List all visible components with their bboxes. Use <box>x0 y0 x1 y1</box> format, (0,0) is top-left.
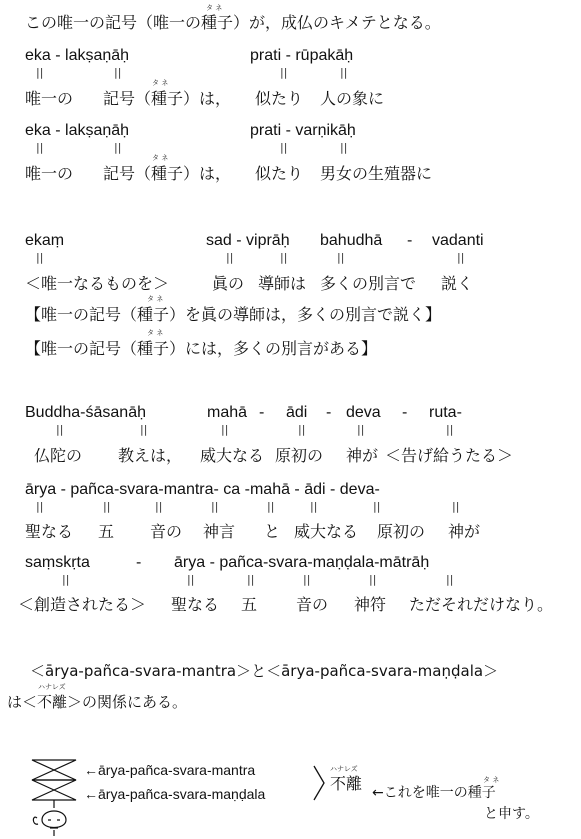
row4-jp-4: 原初の <box>275 446 324 465</box>
row2-bar-1: || <box>36 141 44 154</box>
row2-jp-d: 似たり <box>255 164 304 183</box>
brace-icon <box>312 764 326 802</box>
row2-jp-a: 唯一の <box>25 164 74 183</box>
row6-bar-2: || <box>187 573 195 586</box>
relation-term-reading: ハナレズ <box>38 683 66 691</box>
row3-bar-3: || <box>280 251 288 264</box>
relation-before: は＜ <box>7 693 38 711</box>
row1-jp-b <box>103 86 231 109</box>
row4-jp-6: ＜告げ給うたる＞ <box>385 446 514 465</box>
row4-bar-1: || <box>56 423 64 436</box>
row3-jp-3: 導師は <box>258 274 307 293</box>
row4-sk-7: - <box>402 404 408 421</box>
row1-sanskrit-a: eka - lakṣaṇāḥ <box>25 47 130 64</box>
row6-jp-1: ＜創造されたる＞ <box>18 595 147 614</box>
row2-sanskrit-a: eka - lakṣaṇāḥ <box>25 122 130 139</box>
row3-sk-4: - <box>407 232 413 249</box>
row1-bar-4: || <box>340 66 348 79</box>
row3-jp-1: ＜唯一なるものを＞ <box>25 274 170 293</box>
row4-sk-1: Buddha-śāsanāḥ <box>25 404 146 421</box>
row5-sanskrit: ārya - pañca-svara-mantra- ca -mahā - ādi - deva- <box>25 481 380 498</box>
row3-line3 <box>25 336 377 359</box>
row3-bar-5: || <box>457 251 465 264</box>
row4-bar-4: || <box>298 423 306 436</box>
row4-sk-4: ādi <box>286 404 308 421</box>
row3-jp-4: 多くの別言で <box>320 274 417 293</box>
diagram-note-before: ←これを唯一の <box>372 785 468 801</box>
row5-jp-6: 威大なる <box>294 522 359 541</box>
row5-jp-1: 聖なる <box>25 522 74 541</box>
row4-bar-2: || <box>140 423 148 436</box>
row2-jp-b-text: 記号（ <box>103 164 152 183</box>
row3-line2-before: 【唯一の記号（ <box>25 305 138 324</box>
row1-sanskrit-b: prati - rūpakāḥ <box>250 47 354 64</box>
row5-jp-2: 五 <box>98 522 115 541</box>
row5-jp-4: 神言 <box>203 522 236 541</box>
row2-bar-2: || <box>114 141 122 154</box>
diagram-inseparable: 不離 <box>330 774 363 793</box>
row3-line3-seed: 種子 <box>137 339 170 358</box>
row3-sk-1: ekaṃ <box>25 232 65 249</box>
row5-bar-5: || <box>267 500 275 513</box>
row6-bar-6: || <box>446 573 454 586</box>
row4-sk-5: - <box>326 404 332 421</box>
row4-jp-1: 仏陀の <box>34 446 83 465</box>
row5-bar-7: || <box>373 500 381 513</box>
row4-bar-3: || <box>221 423 229 436</box>
row5-bar-2: || <box>103 500 111 513</box>
diagram-inseparable-reading: ハナレズ <box>330 765 358 773</box>
row1-jp-d: 似たり <box>255 89 304 108</box>
row1-jp-seed: 種子 <box>151 89 184 108</box>
row2-jp-seed: 種子 <box>151 164 184 183</box>
row6-sk-1: saṃskṛta <box>25 554 90 571</box>
row2-bar-3: || <box>280 141 288 154</box>
row6-sk-2: - <box>136 554 142 571</box>
diagram-note-2: と申す。 <box>484 806 539 822</box>
intro-line <box>25 10 441 33</box>
row4-sk-8: ruta- <box>429 404 462 421</box>
row3-jp-2: 眞の <box>212 274 245 293</box>
intro-after: ）が，成仏のキメテとなる。 <box>233 13 441 32</box>
row3-line3-seed-reading: タ ネ <box>147 329 164 337</box>
row6-sk-3: ārya - pañca-svara-maṇḍala-mātrāḥ <box>174 554 430 571</box>
row1-jp-b-text: 記号（ <box>103 89 152 108</box>
row6-bar-5: || <box>369 573 377 586</box>
row4-bar-6: || <box>446 423 454 436</box>
row3-bar-1: || <box>36 251 44 264</box>
row4-sk-3: - <box>259 404 265 421</box>
row5-bar-4: || <box>211 500 219 513</box>
row5-jp-5: と <box>264 522 281 541</box>
diagram-seed-reading: タ ネ <box>483 776 500 784</box>
intro-seed-term: 種子 <box>201 13 234 32</box>
diagram-arrow-mantra: ←ārya-pañca-svara-mantra <box>84 762 256 778</box>
row3-line2-seed-reading: タ ネ <box>147 295 164 303</box>
row6-jp-2: 聖なる <box>171 595 220 614</box>
relation-line-2 <box>7 691 187 712</box>
row5-bar-6: || <box>310 500 318 513</box>
intro-before: この唯一の記号（唯一の <box>25 13 202 32</box>
row2-jp-b <box>103 161 231 184</box>
row2-bar-4: || <box>340 141 348 154</box>
row1-jp-c: ）は， <box>183 89 232 108</box>
row2-jp-e: 男女の生殖器に <box>320 164 433 183</box>
row4-jp-5: 神が <box>346 446 379 465</box>
intro-seed-reading: タ ネ <box>206 4 223 12</box>
row1-bar-3: || <box>280 66 288 79</box>
row4-sk-2: mahā <box>207 404 248 421</box>
row3-sk-2: sad - viprāḥ <box>206 232 290 249</box>
row1-bar-1: || <box>36 66 44 79</box>
row1-jp-e: 人の象に <box>320 89 385 108</box>
row4-bar-5: || <box>357 423 365 436</box>
row6-bar-4: || <box>303 573 311 586</box>
row6-bar-3: || <box>247 573 255 586</box>
row5-jp-7: 原初の <box>377 522 426 541</box>
row3-line2-after: ）を眞の導師は，多くの別言で説く】 <box>169 305 442 324</box>
row6-jp-4: 音の <box>296 595 329 614</box>
relation-after: ＞の関係にある。 <box>67 693 188 711</box>
diagram-note-seed: 種子 <box>467 785 496 801</box>
row3-line3-before: 【唯一の記号（ <box>25 339 138 358</box>
row1-seed-reading: タ ネ <box>152 79 169 87</box>
row4-jp-3: 威大なる <box>200 446 265 465</box>
row5-bar-1: || <box>36 500 44 513</box>
row5-jp-8: 神が <box>448 522 481 541</box>
row3-sk-5: vadanti <box>432 232 484 249</box>
diagram-arrow-mandala: ←ārya-pañca-svara-maṇḍala <box>84 786 266 802</box>
row5-jp-3: 音の <box>150 522 183 541</box>
row3-bar-4: || <box>337 251 345 264</box>
row3-sk-3: bahudhā <box>320 232 383 249</box>
row5-bar-3: || <box>155 500 163 513</box>
relation-line-1: ＜ārya-pañca-svara-mantra＞と＜ārya-pañca-svara-maṇḍala＞ <box>30 662 499 680</box>
row3-bar-2: || <box>226 251 234 264</box>
row2-seed-reading: タ ネ <box>152 154 169 162</box>
row3-line2 <box>25 302 441 325</box>
row6-jp-5: 神符 <box>354 595 387 614</box>
row6-jp-3: 五 <box>241 595 258 614</box>
inseparable-figure-icon <box>28 758 80 838</box>
row1-jp-a: 唯一の <box>25 89 74 108</box>
row5-bar-8: || <box>452 500 460 513</box>
row3-line2-seed: 種子 <box>137 305 170 324</box>
diagram-note-1 <box>372 782 496 802</box>
row2-jp-c: ）は， <box>183 164 232 183</box>
row6-jp-6: ただそれだけなり。 <box>409 595 554 614</box>
row1-bar-2: || <box>114 66 122 79</box>
row6-bar-1: || <box>62 573 70 586</box>
row4-jp-2: 教えは， <box>118 446 183 465</box>
row2-sanskrit-b: prati - varṇikāḥ <box>250 122 356 139</box>
row4-sk-6: deva <box>346 404 381 421</box>
row3-jp-5: 説く <box>441 274 474 293</box>
row3-line3-after: ）には，多くの別言がある】 <box>169 339 378 358</box>
relation-term: 不離 <box>37 693 68 711</box>
